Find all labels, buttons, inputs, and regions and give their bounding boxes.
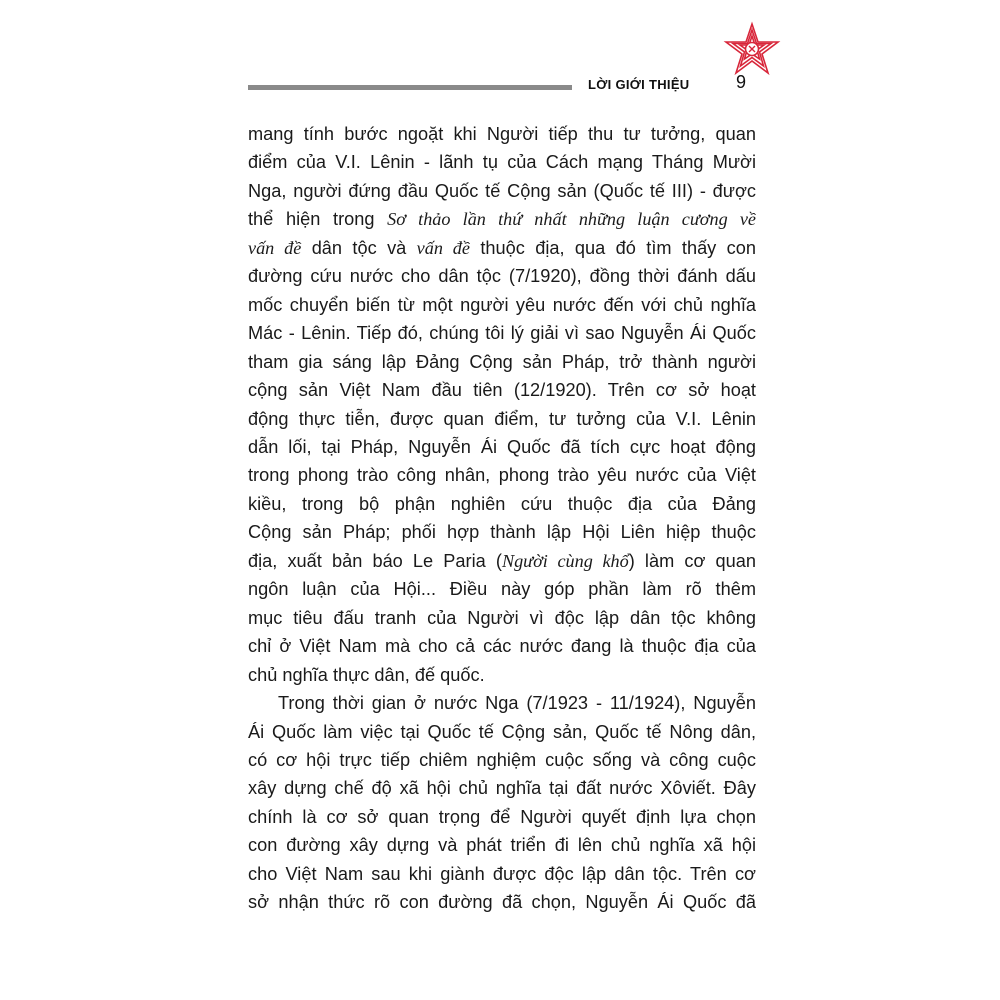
text-line: Mác - Lênin. Tiếp đó, chúng tôi lý giải vì sao Nguyễn Ái Quốc	[248, 323, 756, 344]
text-line	[248, 547, 756, 575]
text-line: mốc chuyển biến từ một người yêu nước đến với chủ nghĩa	[248, 294, 756, 315]
running-header-title: LỜI GIỚI THIỆU	[588, 77, 690, 92]
text-run: thuộc địa, qua đó tìm thấy con	[469, 237, 756, 258]
text-line: dẫn lối, tại Pháp, Nguyễn Ái Quốc đã tích cực hoạt động	[248, 436, 756, 457]
italic-document-title: Sơ thảo lần thứ nhất những luận cương về	[387, 209, 756, 230]
italic-document-title-cont: vấn đề	[248, 237, 302, 258]
text-run: địa, xuất bản báo Le Paria (	[248, 550, 502, 571]
text-line: cho Việt Nam sau khi giành được độc lập dân tộc. Trên cơ	[248, 863, 756, 884]
text-line: Ái Quốc làm việc tại Quốc tế Cộng sản, Quốc tế Nông dân,	[248, 721, 756, 742]
text-line: ngôn luận của Hội... Điều này góp phần làm rõ thêm	[248, 579, 756, 600]
text-line: điểm của V.I. Lênin - lãnh tụ của Cách mạng Tháng Mười	[248, 152, 756, 173]
text-run: ) làm cơ quan	[628, 550, 756, 571]
text-line: sở nhận thức rõ con đường đã chọn, Nguyễn Ái Quốc đã	[248, 892, 756, 913]
text-line: tham gia sáng lập Đảng Cộng sản Pháp, trở thành người	[248, 351, 756, 372]
text-line: chính là cơ sở quan trọng để Người quyết định lựa chọn	[248, 806, 756, 827]
text-line: động thực tiễn, được quan điểm, tư tưởng của V.I. Lênin	[248, 408, 756, 429]
text-line: có cơ hội trực tiếp chiêm nghiệm cuộc sống và công cuộc	[248, 749, 756, 770]
text-line: chủ nghĩa thực dân, đế quốc.	[248, 664, 485, 685]
italic-document-title-cont: vấn đề	[416, 237, 470, 258]
header-rule	[248, 85, 572, 90]
text-line: đường cứu nước cho dân tộc (7/1920), đồng thời đánh dấu	[248, 266, 756, 287]
paragraph-2	[248, 689, 756, 917]
text-line: chỉ ở Việt Nam mà cho cả các nước đang là thuộc địa của	[248, 636, 756, 657]
text-line: kiều, trong bộ phận nghiên cứu thuộc địa của Đảng	[248, 493, 756, 514]
text-line: Trong thời gian ở nước Nga (7/1923 - 11/1924), Nguyễn	[278, 693, 756, 714]
page-body	[248, 120, 756, 917]
text-line	[248, 234, 756, 262]
text-line	[248, 205, 756, 233]
text-line: Nga, người đứng đầu Quốc tế Cộng sản (Quốc tế III) - được	[248, 180, 756, 201]
italic-newspaper-translation: Người cùng khổ	[501, 550, 629, 571]
text-line: trong phong trào công nhân, phong trào yêu nước của Việt	[248, 465, 756, 486]
text-line: con đường xây dựng và phát triển đi lên chủ nghĩa xã hội	[248, 835, 756, 856]
text-line: xây dựng chế độ xã hội chủ nghĩa tại đất nước Xôviết. Đây	[248, 778, 756, 799]
text-run: thể hiện trong	[248, 209, 388, 230]
paragraph-1	[248, 120, 756, 689]
text-run: dân tộc và	[301, 237, 417, 258]
text-line: mục tiêu đấu tranh của Người vì độc lập dân tộc không	[248, 607, 756, 628]
text-line: cộng sản Việt Nam đầu tiên (12/1920). Trên cơ sở hoạt	[248, 380, 756, 401]
red-star-emblem-icon	[722, 20, 782, 80]
text-line: Cộng sản Pháp; phối hợp thành lập Hội Liên hiệp thuộc	[248, 522, 756, 543]
text-line: mang tính bước ngoặt khi Người tiếp thu tư tưởng, quan	[248, 124, 756, 144]
page-number: 9	[736, 72, 747, 92]
